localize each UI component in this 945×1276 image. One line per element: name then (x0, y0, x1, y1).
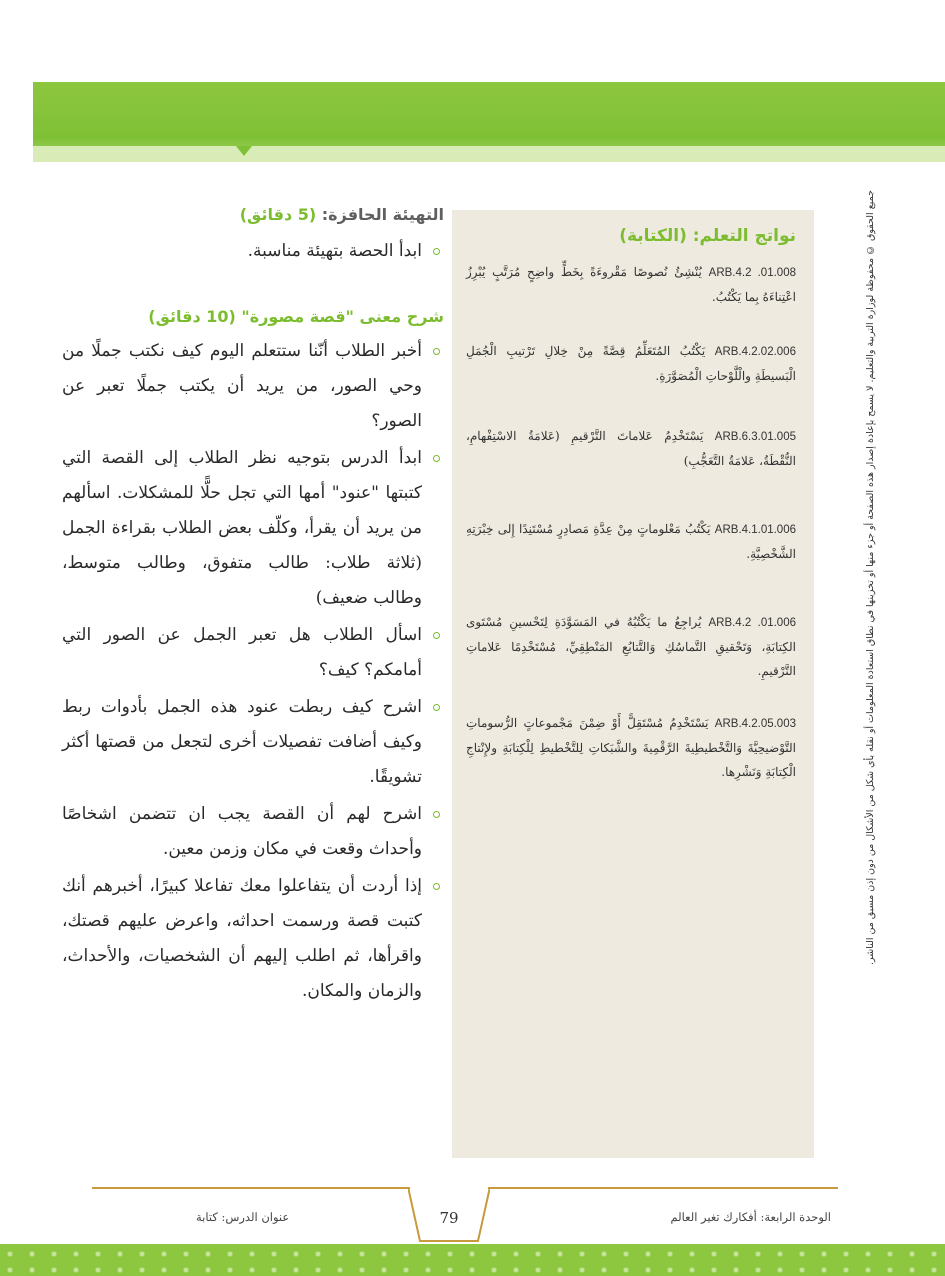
list-item: أخبر الطلاب أنّنا ستتعلم اليوم كيف نكتب جملًا من وحي الصور، من يريد أن يكتب جملًا تعبر عن الصور؟ (62, 334, 444, 439)
list-item: إذا أردت أن يتفاعلوا معك تفاعلا كبيرًا، أخبرهم أنك كتبت قصة ورسمت احداثه، واعرض عليهم قصتك، واقرأها، ثم اطلب إليهم أن الشخصيات، والأحداث، والزمان والمكان. (62, 869, 444, 1009)
outcome-code: ARB.4.2 .01.008 (708, 267, 796, 279)
footer-rule-right (488, 1187, 838, 1189)
footer-lesson-title: عنوان الدرس: كتابة (196, 1210, 290, 1224)
outcome-text: يَكْتُبُ المُتَعَلِّمُ قِصَّةً مِنْ خِلالِ تَرْتيبِ الْجُمَلِ الْبَسيطَةِ والْلَّوْحاتِ الْمُصَوَّرَةِ. (466, 344, 796, 383)
list-item: اشرح لهم أن القصة يجب ان تتضمن اشخاصًا وأحداث وقعت في مكان وزمن معين. (62, 797, 444, 867)
learning-outcomes-title: نواتج التعلم: (الكتابة) (619, 226, 796, 246)
warmup-duration: (5 دقائق) (239, 205, 317, 224)
explanation-heading (62, 307, 444, 326)
warmup-title: التهيئة الحافزة: (321, 205, 444, 224)
header-band-stripe (33, 146, 945, 162)
outcome-code: ARB.6.3.01.005 (714, 431, 796, 443)
outcome-item (466, 517, 796, 566)
footer-unit-title: الوحدة الرابعة: أفكارك تغير العالم (670, 1210, 831, 1224)
outcome-code: ARB.4.2.02.006 (714, 346, 796, 358)
list-item: ابدأ الدرس بتوجيه نظر الطلاب إلى القصة التي كتبتها "عنود" أمها التي تجل حلًّا للمشكلات. اسألهم من يريد أن يقرأ، وكلّف بعض الطلاب بقراءة الجمل (ثلاثة طلاب: طالب متفوق، وطالب متوسط، وطالب ضعيف) (62, 441, 444, 616)
outcome-text: يَسْتَخْدِمُ مُسْتَقِلًّ أَوْ ضِمْنَ مَجْموعاتٍ الرُّسوماتِ التَّوْضيحِيَّةَ وَالتَّخْطيطِيةَ الرَّقْمِيةَ والشَّبَكاتِ لِلتَّخْطيطِ لِلْكِتابَةِ ولإِنْتاجِ الْكِتابَةِ وَنَشْرِها. (466, 716, 796, 779)
bullet-icon (433, 455, 440, 462)
bullet-icon (433, 348, 440, 355)
outcome-item (466, 424, 796, 473)
outcome-item (466, 610, 796, 683)
warmup-heading (62, 205, 444, 224)
bullet-icon (433, 811, 440, 818)
bullet-icon (433, 248, 440, 255)
outcome-code: ARB.4.2 .01.006 (708, 617, 796, 629)
bullet-icon (433, 883, 440, 890)
list-item: اسأل الطلاب هل تعبر الجمل عن الصور التي أمامكم؟ كيف؟ (62, 618, 444, 688)
bullet-icon (433, 632, 440, 639)
page-number: 79 (439, 1209, 459, 1227)
outcome-text: يُنْشِئُ نُصوصًا مَقْروءَةً بِخَطٍّ واضِحٍ مُرَتَّبٍ يُبْرِزُ اعْتِناءَهُ بِما يَكْتُبُ. (466, 265, 796, 304)
outcome-text: يَسْتَخْدِمُ عَلاماتَ التَّرْقيمِ (عَلامَةُ الاسْتِفْهامِ، النُّقْطَةُ، عَلامَةُ التَّعَجُّبِ) (466, 429, 796, 468)
footer-rule-left (92, 1187, 410, 1189)
lesson-column (62, 205, 444, 1011)
explanation-list (62, 334, 444, 1009)
footer-band (0, 1244, 945, 1276)
list-item: ابدأ الحصة بتهيئة مناسبة. (62, 234, 444, 269)
header-tab-notch (236, 146, 252, 156)
outcome-code: ARB.4.2.05.003 (714, 718, 796, 730)
outcome-item (466, 711, 796, 784)
outcome-item (466, 260, 796, 309)
warmup-list (62, 234, 444, 269)
outcome-item (466, 339, 796, 388)
explanation-title: شرح معنى "قصة مصورة" (10 دقائق) (148, 307, 444, 326)
bullet-icon (433, 704, 440, 711)
outcome-code: ARB.4.1.01.006 (714, 524, 796, 536)
outcome-text: يُراجِعُ ما يَكْتُبُهُ في المَسَوَّدَةِ لِتَحْسينِ مُسْتَوى الكِتابَةِ، وَتَحْقيقِ التَّماسُكِ وَالتَّتابُعِ المَنْطِقِيِّ، مُسْتَخْدِمًا عَلاماتِ التَّرْقيمِ. (466, 615, 796, 678)
learning-outcomes-panel (452, 210, 814, 1158)
copyright-note: جميع الحقوق © محفوظة لوزارة التربية والتعليم. لا يسمح بإعادة إصدار هذه الصفحة أو جزء منها أو تخزينها في نطاق استعادة المعلومات أو نقله بأي شكل من الأشكال من دون إذن مسبق من الناشر. (865, 190, 876, 966)
outcome-text: يَكْتُبُ مَعْلوماتٍ مِنْ عِدَّةِ مَصادِرٍ مُسْتَنِدًا إِلى خِبْرَتِهِ الشَّخْصِيَّةِ. (466, 522, 796, 561)
list-item: اشرح كيف ربطت عنود هذه الجمل بأدوات ربط وكيف أضافت تفصيلات أخرى لتجعل من قصتها أكثر تشويقًا. (62, 690, 444, 795)
